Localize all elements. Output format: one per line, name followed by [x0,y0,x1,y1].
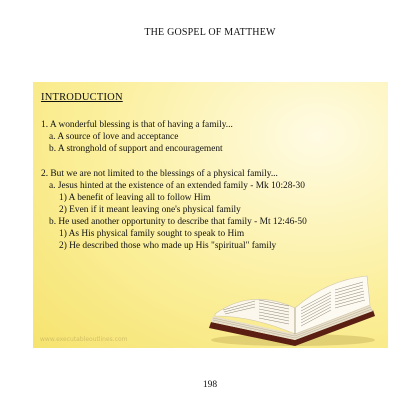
outline-point: 2. But we are not limited to the blessings of a physical family... [41,169,278,179]
outline-point: 1. A wonderful blessing is that of having a family... [41,120,233,130]
outline-subpoint: a. A source of love and acceptance [49,132,179,142]
outline-detail: 1) As His physical family sought to speak to Him [59,229,245,239]
outline-detail: 2) Even if it meant leaving one's physical family [59,205,241,215]
outline-subpoint: b. A stronghold of support and encouragement [49,144,223,154]
open-bible-icon [205,270,380,348]
page-title: THE GOSPEL OF MATTHEW [144,27,276,38]
outline-subpoint: a. Jesus hinted at the existence of an extended family - Mk 10:28-30 [49,181,305,191]
slide-heading: INTRODUCTION [41,92,123,103]
outline-subpoint: b. He used another opportunity to describe that family - Mt 12:46-50 [49,217,307,227]
slide [33,82,388,348]
watermark: www.executableoutlines.com [40,336,128,343]
outline-detail: 2) He described those who made up His "spiritual" family [59,241,277,251]
page-number: 198 [202,380,218,390]
outline-detail: 1) A benefit of leaving all to follow Him [59,193,211,203]
